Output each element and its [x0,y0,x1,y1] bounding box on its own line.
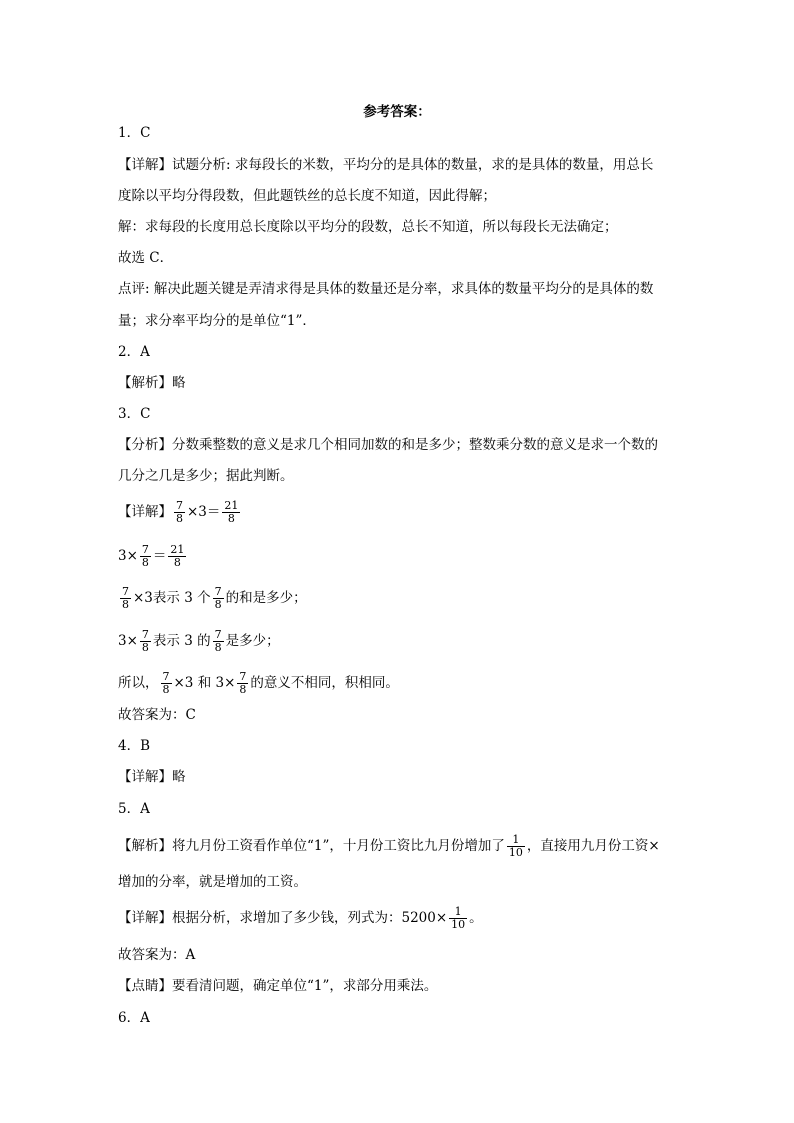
q1-line-1: 【详解】试题分析: 求每段长的米数，平均分的是具体的数量，求的是具体的数量，用总长 [118,157,654,173]
q5-number: 5．A [118,801,150,817]
fraction-1-10 [507,834,525,859]
q3-eq2-eq: ＝ [152,548,167,564]
q1-line-2: 度除以平均分得段数，但此题铁丝的总长度不知道，因此得解； [118,188,496,204]
q3-line-1: 【分析】分数乘整数的意义是求几个相同加数的和是多少；整数乘分数的意义是求一个数的 [118,437,658,453]
fraction-numerator: 1 [512,833,520,846]
fraction-numerator: 7 [176,499,183,512]
fraction-numerator: 7 [122,585,129,598]
fraction-7-8 [213,586,224,611]
fraction-7-8 [120,586,131,611]
fraction-7-8 [174,500,185,525]
q3-equation-2 [118,544,188,569]
q5-analysis-1 [118,834,660,859]
fraction-denominator: 8 [176,512,183,525]
fraction-denominator: 8 [168,556,186,569]
q3-eq5-mid: ×3 和 3× [173,675,236,691]
fraction-numerator: 21 [170,543,185,556]
q3-line-2: 几分之几是多少；据此判断。 [118,468,294,484]
fraction-7-8 [140,544,151,569]
q3-eq3-mid: ×3表示 3 个 [133,590,211,606]
q3-answer: 故答案为：C [118,707,196,723]
fraction-numerator: 7 [214,628,222,641]
fraction-denominator: 8 [222,512,240,525]
q1-line-4: 故选 C． [118,250,174,266]
fraction-21-8 [168,544,186,569]
fraction-numerator: 7 [162,670,170,683]
page-title: 参考答案： [363,104,431,120]
q3-eq1-op: ×3＝ [187,504,221,520]
fraction-7-8 [213,629,224,654]
q3-equation-1 [118,500,242,525]
fraction-denominator: 8 [122,598,129,611]
fraction-numerator: 7 [239,670,247,683]
q3-eq3-end: 的和是多少； [225,590,307,606]
q5-tip: 【点睛】要看清问题，确定单位“1”，求部分用乘法。 [118,978,438,994]
fraction-numerator: 7 [214,585,222,598]
q2-number: 2．A [118,344,150,360]
fraction-denominator: 8 [214,598,222,611]
q3-equation-4 [118,629,280,654]
q3-eq4-pre: 3× [118,633,138,649]
q3-eq2-pre: 3× [118,548,138,564]
fraction-7-8 [237,671,248,696]
fraction-numerator: 1 [454,905,462,918]
fraction-denominator: 8 [141,641,149,654]
q3-eq5-end: 的意义不相同，积相同。 [250,675,399,691]
fraction-1-10 [449,906,467,931]
q3-eq1-label: 【详解】 [118,504,172,520]
q1-number: 1．C [118,125,151,141]
q6-number: 6．A [118,1010,150,1026]
fraction-7-8 [161,671,172,696]
q5-d-pre: 【详解】根据分析，求增加了多少钱，列式为：5200× [118,910,448,926]
fraction-denominator: 10 [508,846,523,859]
fraction-numerator: 21 [224,499,239,512]
q2-line-1: 【解析】略 [118,375,186,391]
q5-d-end: 。 [469,910,483,926]
q1-line-5: 点评: 解决此题关键是弄清求得是具体的数量还是分率，求具体的数量平均分的是具体的数 [118,281,654,297]
fraction-numerator: 7 [141,628,149,641]
q1-line-3: 解：求每段的长度用总长度除以平均分的段数，总长不知道，所以每段长无法确定； [118,219,618,235]
q5-answer: 故答案为：A [118,947,196,963]
fraction-denominator: 8 [162,683,170,696]
fraction-21-8 [222,500,240,525]
fraction-denominator: 10 [451,918,466,931]
fraction-denominator: 8 [141,556,149,569]
q3-equation-5 [118,671,399,696]
fraction-denominator: 8 [239,683,247,696]
q5-detail [118,906,483,931]
q1-line-6: 量；求分率平均分的是单位“1”． [118,313,316,329]
q5-a1-end: ，直接用九月份工资× [526,838,660,854]
q5-a1-pre: 【解析】将九月份工资看作单位“1”，十月份工资比九月份增加了 [118,838,505,854]
q3-eq5-pre: 所以， [118,675,159,691]
fraction-numerator: 7 [141,543,149,556]
fraction-denominator: 8 [214,641,222,654]
q4-line-1: 【详解】略 [118,769,186,785]
fraction-7-8 [140,629,151,654]
q3-eq4-mid: 表示 3 的 [152,633,211,649]
q4-number: 4．B [118,738,151,754]
q3-number: 3．C [118,406,151,422]
q3-equation-3 [118,586,307,611]
q5-analysis-2: 增加的分率，就是增加的工资。 [118,874,307,890]
q3-eq4-end: 是多少； [225,633,280,649]
